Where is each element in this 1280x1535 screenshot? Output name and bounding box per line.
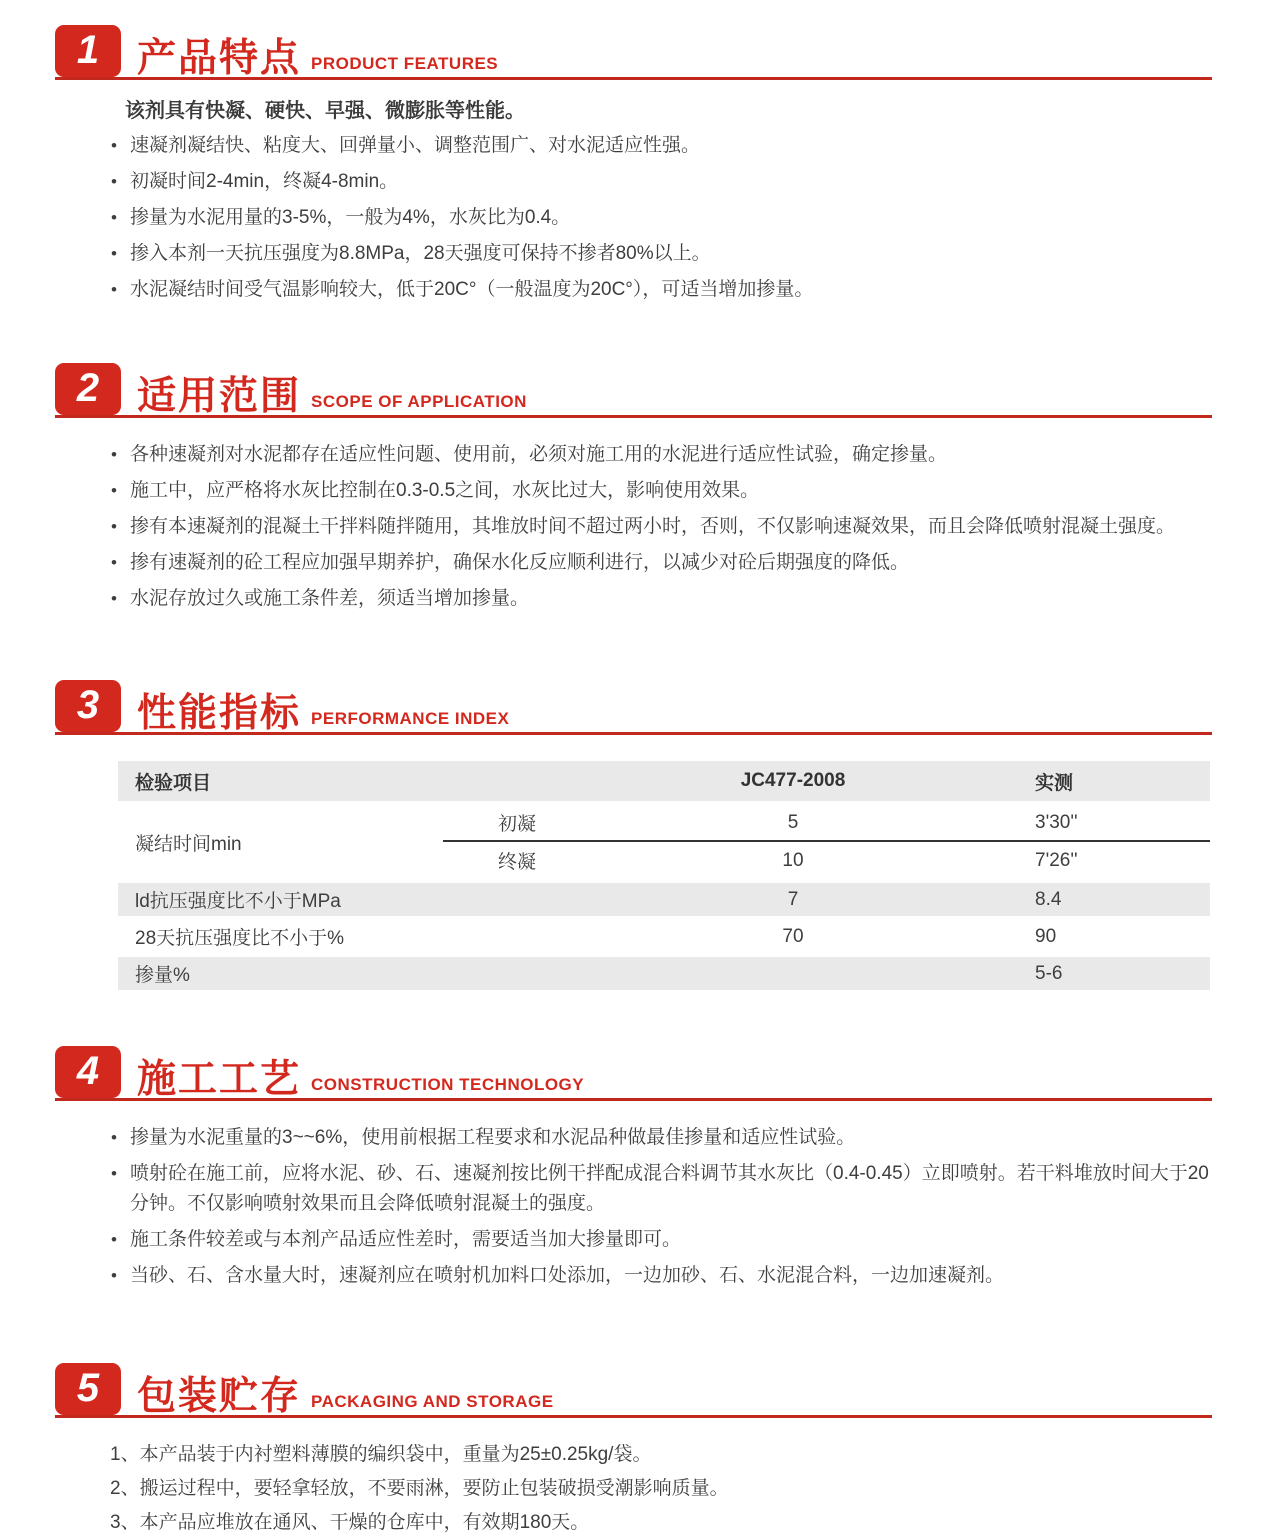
section-header [55,1363,1212,1418]
table-cell-sub-name: 初凝 [443,805,628,842]
section-performance-index [0,680,1280,990]
table-cell-label: ld抗压强度比不小于MPa [135,891,341,912]
bullet-item: • 掺入本剂一天抗压强度为8.8MPa，28天强度可保持不掺者80%以上。 [130,239,1214,269]
section-number-badge: 3 [55,680,121,732]
section-title-zh: 适用范围 [137,374,302,418]
section-number-badge: 5 [55,1363,121,1415]
section-product-features [0,0,1280,305]
section-header [55,25,1212,80]
bullet-item: • 掺量为水泥重量的3~~6%，使用前根据工程要求和水泥品种做最佳掺量和适应性试验。 [130,1123,1214,1153]
bullet-item: • 当砂、石、含水量大时，速凝剂应在喷射机加料口处添加，一边加砂、石、水泥混合料，一边加速凝剂。 [130,1261,1214,1291]
table-header-standard: JC477-2008 [740,770,846,791]
section-title-en: PERFORMANCE INDEX [311,709,510,728]
section-title-en: PRODUCT FEATURES [311,54,499,73]
table-cell-label: 28天抗压强度比不小于% [135,928,345,949]
bullet-item: • 施工条件较差或与本剂产品适应性差时，需要适当加大掺量即可。 [130,1225,1214,1255]
bullet-item: • 掺有本速凝剂的混凝土干拌料随拌随用，其堆放时间不超过两小时，否则，不仅影响速凝效果，而且会降低喷射混凝土强度。 [130,512,1214,542]
section-title-en: SCOPE OF APPLICATION [311,392,527,411]
section-number-badge: 4 [55,1046,121,1098]
bullet-list [0,440,1280,614]
bullet-item: • 掺量为水泥用量的3-5%，一般为4%，水灰比为0.4。 [130,203,1214,233]
bullet-item: • 各种速凝剂对水泥都存在适应性问题、使用前，必须对施工用的水泥进行适应性试验，确定掺量。 [130,440,1214,470]
table-cell-group-label: 凝结时间min [135,833,242,855]
table-row [118,920,1210,953]
section-construction-technology [0,1046,1280,1291]
bullet-item: • 施工中，应严格将水灰比控制在0.3-0.5之间，水灰比过大，影响使用效果。 [130,476,1214,506]
section-title-zh: 性能指标 [137,691,302,735]
table-cell-measured: 5-6 [1035,962,1063,984]
table-group-row-setting-time [118,805,1210,879]
table-row [118,883,1210,916]
numbered-list [0,1442,1280,1535]
table-cell-measured: 7'26'' [1035,849,1078,871]
section-title-zh: 施工工艺 [137,1057,302,1101]
table-header-item: 检验项目 [135,772,212,794]
table-header-measured: 实测 [1035,772,1074,794]
section-number-badge: 2 [55,363,121,415]
bullet-item: • 初凝时间2-4min，终凝4-8min。 [130,167,1214,197]
table-cell-standard: 7 [787,888,799,910]
section-title-zh: 产品特点 [137,36,302,80]
bullet-item: • 水泥存放过久或施工条件差，须适当增加掺量。 [130,584,1214,614]
bullet-list [0,1123,1280,1291]
section-title-zh: 包装贮存 [137,1374,302,1418]
list-item: 1、本产品装于内衬塑料薄膜的编织袋中，重量为25±0.25kg/袋。 [110,1444,652,1465]
section-scope-of-application [0,363,1280,614]
section-title-en: PACKAGING AND STORAGE [311,1392,554,1411]
bullet-item: • 速凝剂凝结快、粘度大、回弹量小、调整范围广、对水泥适应性强。 [130,131,1214,161]
list-item: 2、搬运过程中，要轻拿轻放，不要雨淋，要防止包装破损受潮影响质量。 [110,1478,729,1499]
table-cell-measured: 90 [1035,925,1057,947]
table-row [118,957,1210,990]
bullet-item: • 喷射砼在施工前，应将水泥、砂、石、速凝剂按比例干拌配成混合料调节其水灰比（0.4-0.45）立即喷射。若干料堆放时间大于20分钟。不仅影响喷射效果而且会降低喷射混凝土的强度。 [130,1159,1214,1219]
table-cell-measured: 8.4 [1035,888,1062,910]
performance-table [118,761,1210,990]
table-cell-measured: 3'30'' [958,805,1210,842]
bullet-item: • 水泥凝结时间受气温影响较大，低于20C°（一般温度为20C°），可适当增加掺量。 [130,275,1214,305]
list-item: 3、本产品应堆放在通风、干燥的仓库中，有效期180天。 [110,1512,590,1533]
table-header-row [118,761,1210,801]
table-cell-sub-name: 终凝 [498,852,537,873]
table-cell-standard: 5 [628,805,958,842]
table-cell-standard: 70 [782,925,804,947]
bullet-list [0,131,1280,305]
section-number-badge: 1 [55,25,121,77]
table-cell-label: 掺量% [135,965,190,986]
section-header [55,363,1212,418]
table-cell-standard: 10 [782,849,804,871]
section-intro: 该剂具有快凝、硬快、早强、微膨胀等性能。 [125,100,525,122]
section-header [55,1046,1212,1101]
section-packaging-and-storage [0,1363,1280,1535]
bullet-item: • 掺有速凝剂的砼工程应加强早期养护，确保水化反应顺利进行，以减少对砼后期强度的降低。 [130,548,1214,578]
section-header [55,680,1212,735]
section-title-en: CONSTRUCTION TECHNOLOGY [311,1075,585,1094]
